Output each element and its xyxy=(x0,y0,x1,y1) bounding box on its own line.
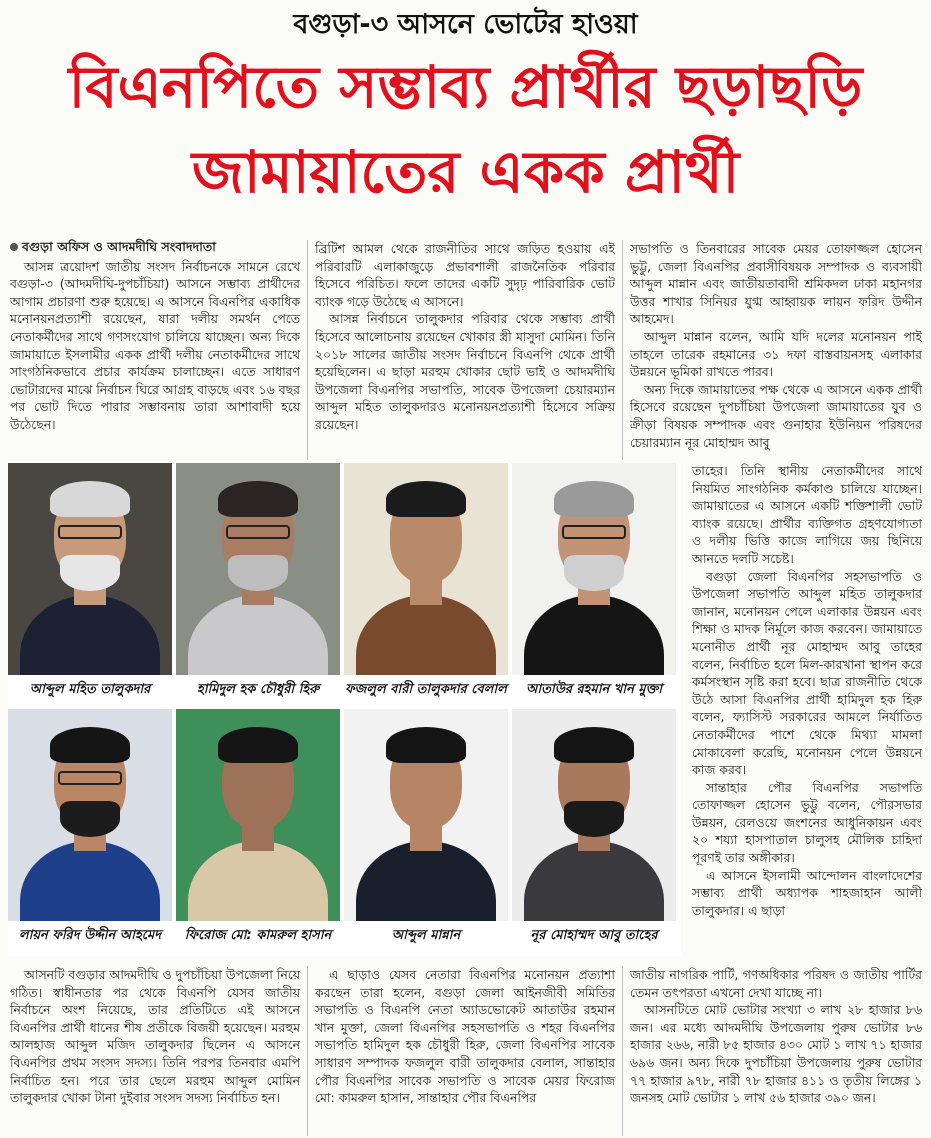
main-headline-line-1: বিএনপিতে সম্ভাব্য প্রার্থীর ছড়াছড়ি xyxy=(68,53,863,121)
candidate-photo xyxy=(512,709,676,921)
column-2-top xyxy=(315,240,615,460)
kicker-headline: বগুড়া-৩ আসনে ভোটের হাওয়া xyxy=(293,9,638,40)
beard-shape xyxy=(564,555,624,591)
paragraph: সভাপতি ও তিনবারের সাবেক মেয়র তোফাজ্জল হোসেন ভুট্টু, জেলা বিএনপির প্রবাসীবিষয়ক সম্পাদক ও ব্যবসায়ী আব্দুল মান্নান এবং জাতীয়তাবাদী শ্রমিকদল ঢাকা মহানগর উত্তর শাখার সিনিয়র যুগ্ম আহ্বায়ক লায়ন ফরিদ উদ্দীন আহমেদ। xyxy=(630,241,922,327)
hair-shape xyxy=(554,727,634,763)
photo-caption: লায়ন ফরিদ উদ্দীন আহমেদ xyxy=(18,928,162,943)
paragraph: তাহের। তিনি স্থানীয় নেতাকর্মীদের সাথে নিয়মিত সাংগঠনিক কর্মকাণ্ড চালিয়ে যাচ্ছেন। জামায়াতের এ আসনে একটি শক্তিশালী ভোট ব্যাংক রয়েছে। প্রার্থীর ব্যক্তিগত গ্রহণযোগ্যতা ও দলীয় ভিত্তি কাজে লাগিয়ে জয় ছিনিয়ে আনতে দলটি সচেষ্ট। xyxy=(692,463,922,566)
paragraph: আসনটি বগুড়ার আদমদীঘি ও দুপচাঁচিয়া উপজেলা নিয়ে গঠিত। স্বাধীনতার পর থেকে বিএনপি যেসব জাতীয় নির্বাচনে অংশ নিয়েছে, তার প্রতিটিতে এই আসনে বিএনপির প্রার্থী ধানের শীষ প্রতীকে বিজয়ী হয়েছেন। মরহুম আলহাজ আব্দুল মজিদ তালুকদার ছিলেন এ আসনে বিএনপির প্রথম সংসদ সদস্য। তিনি পরপর তিনবার এমপি নির্বাচিত হন। পরে তার ছেলে মরহুম আব্দুল মোমিন তালুকদার খোকা টানা দুইবার সংসদ সদস্য নির্বাচিত হন। xyxy=(10,967,300,1106)
photo-caption: ফিরোজ মো: কামরুল হাসান xyxy=(184,928,332,943)
paragraph: আব্দুল মান্নান বলেন, আমি যদি দলের মনোনয়ন পাই তাহলে তারেক রহমানের ৩১ দফা বাস্তবায়নসহ এলাকার উন্নয়নে ভূমিকা রাখতে পারব। xyxy=(630,328,922,380)
glasses-icon xyxy=(58,771,122,785)
hair-shape xyxy=(218,481,298,517)
beard-shape xyxy=(60,801,120,837)
column-1-top xyxy=(10,238,300,460)
column-3-top xyxy=(630,240,922,460)
glasses-icon xyxy=(58,525,122,539)
beard-shape xyxy=(60,555,120,591)
beard-shape xyxy=(564,801,624,837)
hair-shape xyxy=(218,727,298,763)
glasses-icon xyxy=(226,525,290,539)
candidate-photo xyxy=(176,463,340,675)
paragraph: আসন্ন ত্রয়োদশ জাতীয় সংসদ নির্বাচনকে সামনে রেখে বগুড়া-৩ (আদমদীঘি-দুপচাঁচিয়া) আসনে সম্ভাব্য প্রার্থীদের আগাম প্রচারণা শুরু হয়েছে। এ আসনে বিএনপির একাধিক মনোনয়নপ্রত্যাশী রয়েছেন, যারা দলীয় সমর্থন পেতে নেতাকর্মীদের সাথে গণসংযোগ চালিয়ে যাচ্ছেন। অন্য দিকে জামায়াতে ইসলামীর একক প্রার্থী দলীয় নেতাকর্মীদের সাথে সাংগঠনিকভাবে প্রচার কার্যক্রম চালাচ্ছেন। এতে সাধারণ ভোটারদের মাঝে নির্বাচন ঘিরে আগ্রহ বাড়ছে এবং ১৬ বছর পর ভোট দিতে পারার সম্ভাবনায় তারা আশাবাদী হয়ে উঠেছেন। xyxy=(10,258,300,432)
candidate-photo xyxy=(512,463,676,675)
column-divider xyxy=(307,966,308,1136)
paragraph: এ ছাড়াও যেসব নেতারা বিএনপির মনোনয়ন প্রত্যাশা করছেন তারা হলেন, বগুড়া জেলা আইনজীবী সমিতির সভাপতি ও বিএনপি নেতা অ্যাডভোকেট আতাউর রহমান খান মুক্তা, জেলা বিএনপির সহসভাপতি ও শহর বিএনপির সভাপতি হামিদুল হক চৌধুরী হিরু, জেলা বিএনপির সাবেক সাধারণ সম্পাদক ফজলুল বারী তালুকদার বেলাল, সান্তাহার পৌর বিএনপির সাবেক সভাপতি ও সাবেক মেয়র ফিরোজ মো: কামরুল হাসান, সান্তাহার পৌর বিএনপির xyxy=(315,967,615,1106)
hair-shape xyxy=(386,727,466,763)
byline: বগুড়া অফিস ও আদমদীঘি সংবাদদাতা xyxy=(10,238,300,256)
column-2-bottom xyxy=(315,966,615,1136)
hair-shape xyxy=(554,481,634,517)
main-headline-line-2: জামায়াতের একক প্রার্থী xyxy=(191,138,740,206)
hair-shape xyxy=(50,481,130,517)
hair-shape xyxy=(50,727,130,763)
candidate-photo xyxy=(344,463,508,675)
paragraph: আসন্ন নির্বাচনে তালুকদার পরিবার থেকে সম্ভাব্য প্রার্থী হিসেবে আলোচনায় রয়েছেন খোকার স্ত্রী মাসুদা মোমিন। তিনি ২০১৮ সালের জাতীয় সংসদ নির্বাচনে বিএনপি থেকে প্রার্থী হয়েছিলেন। এ ছাড়া মরহুম খোকার ছোট ভাই ও আদমদীঘি উপজেলা বিএনপির সভাপতি, সাবেক উপজেলা চেয়ারম্যান আব্দুল মহিত তালুকদারও মনোনয়নপ্রত্যাশী হিসেবে সক্রিয় রয়েছেন। xyxy=(315,311,615,432)
paragraph: জাতীয় নাগরিক পার্টি, গণঅধিকার পরিষদ ও জাতীয় পার্টির তেমন তৎপরতা এখনো দেখা যাচ্ছে না। xyxy=(630,967,922,1000)
photo-caption: নূর মোহাম্মদ আবু তাহের xyxy=(530,928,658,943)
candidate-photo xyxy=(8,463,172,675)
photo-caption: আব্দুল মান্নান xyxy=(391,928,461,943)
photo-caption: আতাউর রহমান খান মুক্তা xyxy=(526,682,662,697)
paragraph: এ আসনে ইসলামী আন্দোলন বাংলাদেশের সম্ভাব্য প্রার্থী অধ্যাপক শাহজাহান আলী তালুকদার। এ ছাড়া xyxy=(692,867,922,918)
paragraph: আসনটিতে মোট ভোটার সংখ্যা ৩ লাখ ২৮ হাজার ৮৬ জন। এর মধ্যে আদমদীঘি উপজেলায় পুরুষ ভোটার ৮৬ হাজার ২৬৬, নারী ৮৫ হাজার ৪৩০ মোট ১ লাখ ৭১ হাজার ৬৯৬ জন। অন্য দিকে দুপচাঁচিয়া উপজেলায় পুরুষ ভোটার ৭৭ হাজার ৯৭৮, নারী ৭৮ হাজার ৪১১ ও তৃতীয় লিঙ্গের ১ জনসহ মোট ভোটার ১ লাখ ৫৬ হাজার ৩৯০ জন। xyxy=(630,1002,922,1106)
glasses-icon xyxy=(562,525,626,539)
column-1-bottom xyxy=(10,966,300,1136)
beard-shape xyxy=(228,555,288,591)
column-3-middle xyxy=(692,462,922,962)
column-3-bottom xyxy=(630,966,922,1136)
paragraph: বগুড়া জেলা বিএনপির সহসভাপতি ও উপজেলা সভাপতি আব্দুল মহিত তালুকদার জানান, মনোনয়ন পেলে এলাকার উন্নয়ন এবং শিক্ষা ও মাদক নির্মূলে কাজ করবেন। জামায়াতে মনোনীত প্রার্থী নূর মোহাম্মদ আবু তাহের বলেন, নির্বাচিত হলে মিল-কারখানা স্থাপন করে কর্মসংস্থান সৃষ্টি করা হবে। ছাত্র রাজনীতি থেকে উঠে আসা বিএনপির প্রার্থী হামিদুল হক হিরু বলেন, ফ্যাসিস্ট সরকারের আমলে নির্যাতিত নেতাকর্মীদের পাশে থেকে মিথ্যা মামলা মোকাবেলা করেছি, মনোনয়ন পেলে উন্নয়নে কাজ করব। xyxy=(692,568,922,778)
column-divider xyxy=(622,240,623,460)
candidate-photo xyxy=(8,709,172,921)
photo-caption: আব্দুল মহিত তালুকদার xyxy=(29,682,151,697)
column-divider xyxy=(622,966,623,1136)
paragraph: ব্রিটিশ আমল থেকে রাজনীতির সাথে জড়িত হওয়ায় এই পরিবারটি এলাকাজুড়ে প্রভাবশালী রাজনৈতিক পরিবার হিসেবে পরিচিত। ফলে তাদের একটি সুদৃঢ় পারিবারিক ভোট ব্যাংক গড়ে উঠেছে এ আসনে। xyxy=(315,241,615,309)
candidate-photo xyxy=(344,709,508,921)
column-divider xyxy=(307,240,308,460)
candidate-photo xyxy=(176,709,340,921)
bullet-icon xyxy=(10,243,18,251)
photo-caption: হামিদুল হক চৌধুরী হিরু xyxy=(196,682,320,697)
paragraph: অন্য দিকে জামায়াতের পক্ষ থেকে এ আসনে একক প্রার্থী হিসেবে রয়েছেন দুপচাঁচিয়া উপজেলা জামায়াতের যুব ও ক্রীড়া বিষয়ক সম্পাদক এবং গুনাহার ইউনিয়ন পরিষদের চেয়ারম্যান নূর মোহাম্মদ আবু xyxy=(630,381,922,450)
photo-caption: ফজলুল বারী তালুকদার বেলাল xyxy=(345,682,507,697)
hair-shape xyxy=(386,481,466,517)
candidate-photo-grid xyxy=(8,463,681,956)
paragraph: সান্তাহার পৌর বিএনপির সভাপতি তোফাজ্জল হোসেন ভুট্টু বলেন, পৌরসভার উন্নয়ন, রেলওয়ে জংশনের আধুনিকায়ন এবং ২০ শয্যা হাসপাতাল চালুসহ মৌলিক চাহিদা পূরণই তার অঙ্গীকার। xyxy=(692,779,922,866)
